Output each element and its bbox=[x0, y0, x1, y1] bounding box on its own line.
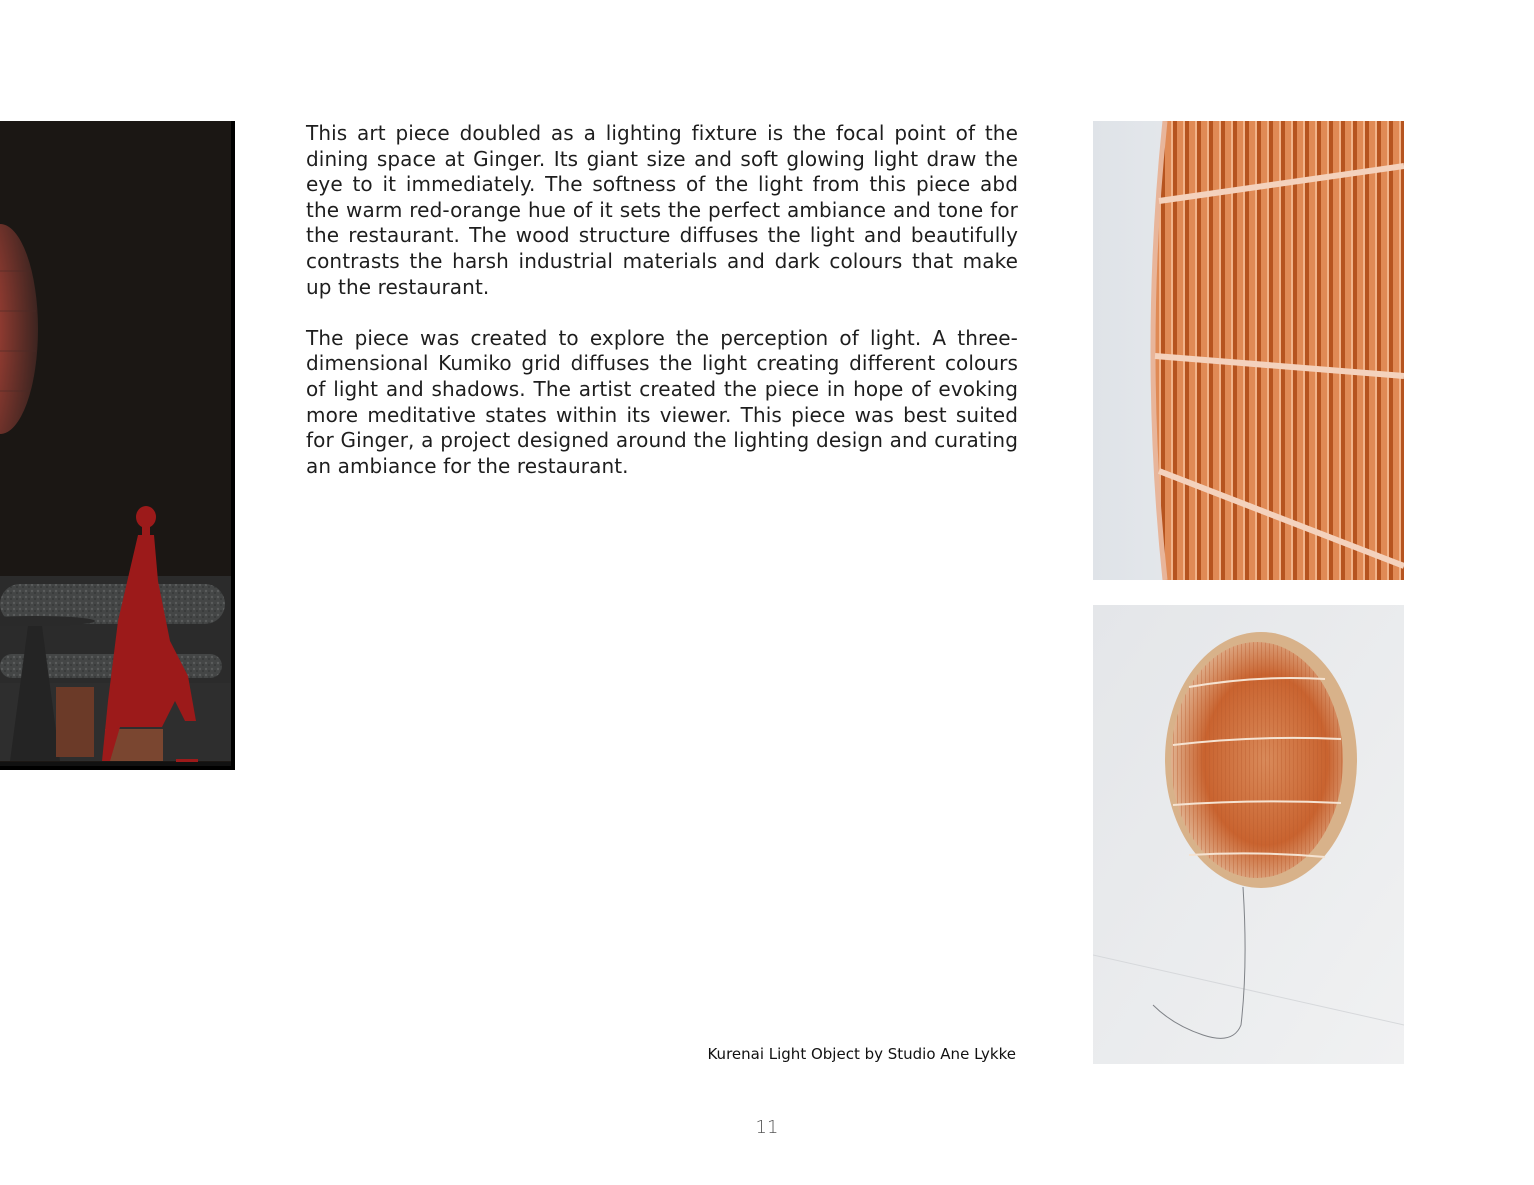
closeup-drawing bbox=[1093, 121, 1404, 580]
stool-left bbox=[56, 687, 94, 757]
body-text-column bbox=[306, 121, 1018, 479]
dining-space-illustration bbox=[0, 121, 235, 770]
page-number: 11 bbox=[755, 1117, 779, 1138]
light-object-closeup-photo bbox=[1093, 121, 1404, 580]
illustration-drawing bbox=[0, 121, 235, 770]
paragraph-2: The piece was created to explore the perception of light. A three-dimensional Kumiko grid diffuses the light creating different colours of light and shadows. The artist created the piece in hope of evoking more meditative states within its viewer. This piece was best suited for Ginger, a project designed around the lighting design and curating an ambiance for the restaurant. bbox=[306, 325, 1018, 478]
image-caption: Kurenai Light Object by Studio Ane Lykke bbox=[707, 1045, 1016, 1063]
paragraph-1: This art piece doubled as a lighting fixture is the focal point of the dining space at Ginger. Its giant size and soft glowing light draw the eye to it immediately. The softness of the light from this piece abd the warm red-orange hue of it sets the perfect ambiance and tone for the restaurant. The wood structure diffuses the light and beautifully contrasts the harsh industrial materials and dark colours that make up the restaurant. bbox=[306, 121, 1018, 299]
light-object-full-photo bbox=[1093, 605, 1404, 1064]
wood-slat-grid bbox=[1153, 121, 1404, 580]
full-object-drawing bbox=[1093, 605, 1404, 1064]
